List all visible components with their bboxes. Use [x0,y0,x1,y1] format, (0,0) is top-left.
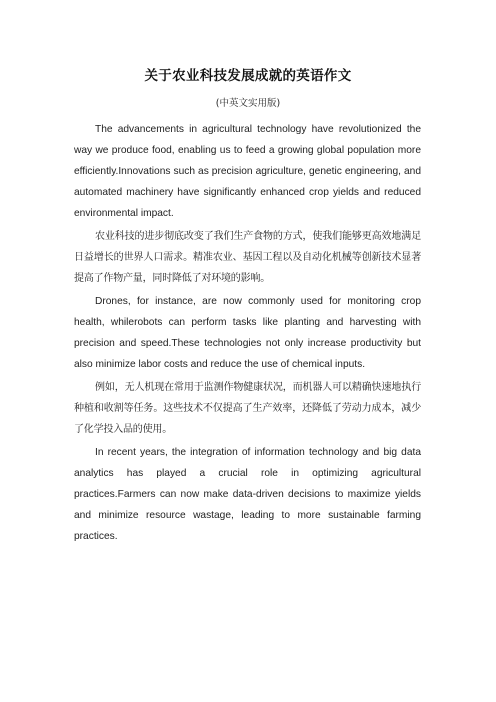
paragraph-chinese-2: 例如，无人机现在常用于监测作物健康状况，而机器人可以精确快速地执行种植和收割等任务。这些技术不仅提高了生产效率，还降低了劳动力成本，减少了化学投入品的使用。 [74,382,421,435]
document-subtitle: (中英文实用版) [215,98,281,109]
paragraph-english-3: In recent years, the integration of information technology and big data analytics has played a crucial role in optimizing agricultural practices.Farmers can now make data-driven decisions to maximize yields and minimize resource wastage, leading to more sustainable farming practices. [74,447,421,542]
paragraph-english-2: Drones, for instance, are now commonly used for monitoring crop health, whilerobots can perform tasks like planting and harvesting with precision and speed.These technologies not only increase productivity but also minimize labor costs and reduce the use of chemical inputs. [74,296,421,370]
paragraph-chinese-1: 农业科技的进步彻底改变了我们生产食物的方式，使我们能够更高效地满足日益增长的世界人口需求。精准农业、基因工程以及自动化机械等创新技术显著提高了作物产量，同时降低了对环境的影响。 [74,231,421,284]
document-title: 关于农业科技发展成就的英语作文 [144,68,352,84]
paragraph-english-1: The advancements in agricultural technology have revolutionized the way we produce food, enabling us to feed a growing global population more efficiently.Innovations such as precision agriculture, genetic engineering, and automated machinery have significantly enhanced crop yields and reduced environmental impact. [74,124,421,219]
document-body [74,119,421,549]
